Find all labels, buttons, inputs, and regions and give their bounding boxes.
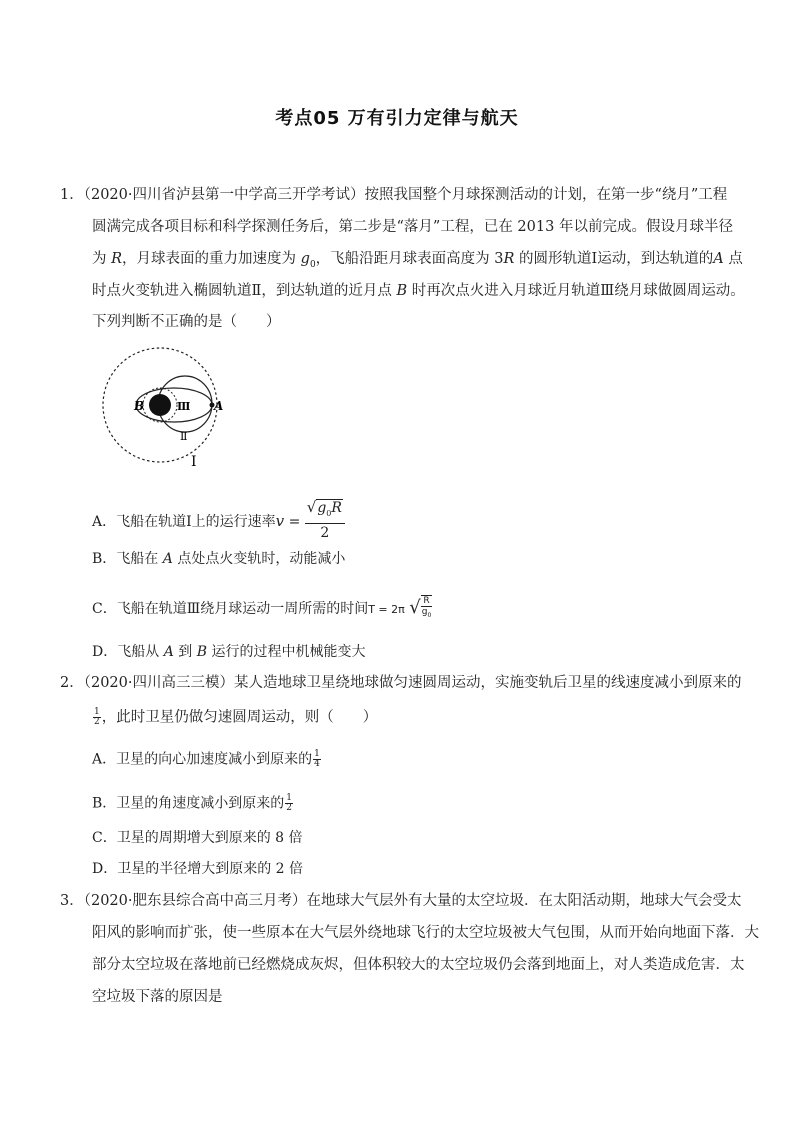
q1-option-c <box>92 596 432 622</box>
option-text: 运行的过程中机械能变大 <box>207 644 366 660</box>
text: 时再次点火进入月球近月轨道Ⅲ绕月球做圆周运动。 <box>407 283 745 299</box>
equals: = <box>284 513 305 530</box>
text: 为 <box>92 251 112 267</box>
q3-stem-line-1: 3．（2020·肥东县综合高中高三月考）在地球大气层外有大量的太空垃圾．在太阳活动期，地球大气会受太 <box>60 893 742 909</box>
q2-option-d: D．卫星的半径增大到原来的 2 倍 <box>92 861 304 877</box>
page-title: 考点05 万有引力定律与航天 <box>275 108 519 129</box>
fraction-denominator: 4 <box>314 759 320 769</box>
fraction <box>421 595 433 621</box>
sqrt-sign: √ <box>409 596 421 618</box>
sqrt-radicand <box>316 499 343 516</box>
fraction-one-half <box>285 794 293 813</box>
var-R: R <box>111 251 123 267</box>
q3-stem-line-2: 阳风的影响而扩张，使一些原本在大气层外绕地球飞行的太空垃圾被大气包围，从而开始向地面下落．大 <box>92 925 759 941</box>
fraction-denominator: 2 <box>286 803 293 813</box>
subscript-0: 0 <box>326 508 332 518</box>
q3-stem-line-4: 空垃圾下落的原因是 <box>92 989 223 1005</box>
q1-option-d <box>92 643 365 661</box>
subscript-0: 0 <box>427 611 432 619</box>
var-R: R <box>503 251 515 267</box>
option-text: 点处点火变轨时，动能减小 <box>172 551 346 567</box>
fraction-numerator: 1 <box>314 749 320 759</box>
moon <box>149 394 171 416</box>
fraction-numerator: 1 <box>94 707 100 717</box>
fraction-numerator: 1 <box>286 793 293 803</box>
label-orbit-I: Ⅰ <box>191 454 197 470</box>
fraction-denominator: 2 <box>94 717 100 727</box>
label-A: A <box>214 399 224 413</box>
subscript-0: 0 <box>309 259 316 270</box>
text: ，此时卫星仍做匀速圆周运动，则（ ） <box>101 709 378 726</box>
var-g: g <box>317 500 327 516</box>
q1-stem-line-5: 下列判断不正确的是（ ） <box>92 314 281 330</box>
q1-option-a <box>92 500 345 544</box>
fraction-numerator: R <box>421 596 433 607</box>
option-text: B．飞船在 <box>92 551 163 567</box>
label-orbit-III: Ⅲ <box>177 400 191 413</box>
q1-option-b <box>92 550 345 568</box>
text: 时点火变轨进入椭圆轨道Ⅱ，到达轨道的近月点 <box>92 283 397 299</box>
point-A: A <box>162 551 173 567</box>
point-B: B <box>396 283 408 299</box>
q2-stem-line-1: 2．（2020·四川高三三模）某人造地球卫星绕地球做匀速圆周运动，实施变轨后卫星的线速度减小到原来的 <box>60 675 742 691</box>
sqrt-fraction <box>409 595 432 621</box>
text: 点 <box>723 251 743 267</box>
fraction <box>305 498 345 542</box>
var-g: g <box>300 251 310 267</box>
q2-option-a <box>92 750 322 769</box>
q2-option-b <box>92 794 294 813</box>
formula-T: T = 2π <box>368 602 405 616</box>
point-A: A <box>713 251 724 267</box>
sqrt-sign: √ <box>306 498 317 516</box>
var-g: g <box>421 607 428 617</box>
q3-stem-line-3: 部分太空垃圾在落地前已经燃烧成灰烬，但体积较大的太空垃圾仍会落到地面上，对人类造成危害．太 <box>92 957 745 973</box>
q1-stem-line-1: 1．（2020·四川省泸县第一中学高三开学考试）按照我国整个月球探测活动的计划，在第一步“绕月”工程 <box>60 187 728 203</box>
option-text: C．飞船在轨道Ⅲ绕月球运动一周所需的时间 <box>92 600 369 617</box>
option-text: A．飞船在轨道Ⅰ上的运行速率 <box>92 513 276 530</box>
label-orbit-II: Ⅱ <box>180 430 188 443</box>
q2-stem-line-2 <box>92 708 377 727</box>
fraction-numerator <box>305 498 345 524</box>
var-v: v <box>275 511 285 530</box>
point-B: B <box>196 644 208 660</box>
fraction-denominator <box>421 607 433 621</box>
label-B: B <box>134 399 145 413</box>
option-text: 到 <box>173 644 197 660</box>
option-text: A．卫星的向心加速度减小到原来的 <box>92 751 313 768</box>
text: ，飞船沿距月球表面高度为 3 <box>315 251 504 267</box>
fraction-denominator: 2 <box>320 524 330 541</box>
var-R: R <box>331 500 342 516</box>
q1-stem-line-2: 圆满完成各项目标和科学探测任务后，第二步是“落月”工程，已在 2013 年以前完成。假设月球半径 <box>92 219 733 235</box>
option-text: B．卫星的角速度减小到原来的 <box>92 795 285 812</box>
text: ，月球表面的重力加速度为 <box>122 251 301 267</box>
q1-stem-line-4 <box>92 282 745 300</box>
orbit-diagram <box>98 346 228 470</box>
option-text: D．飞船从 <box>92 644 164 660</box>
point-A: A <box>163 644 174 660</box>
q1-stem-line-3 <box>92 250 743 274</box>
fraction-one-quarter <box>313 750 321 769</box>
q2-option-c: C．卫星的周期增大到原来的 8 倍 <box>92 830 303 846</box>
fraction-one-half <box>93 708 101 727</box>
text: 的圆形轨道Ⅰ运动，到达轨道的 <box>514 251 714 267</box>
